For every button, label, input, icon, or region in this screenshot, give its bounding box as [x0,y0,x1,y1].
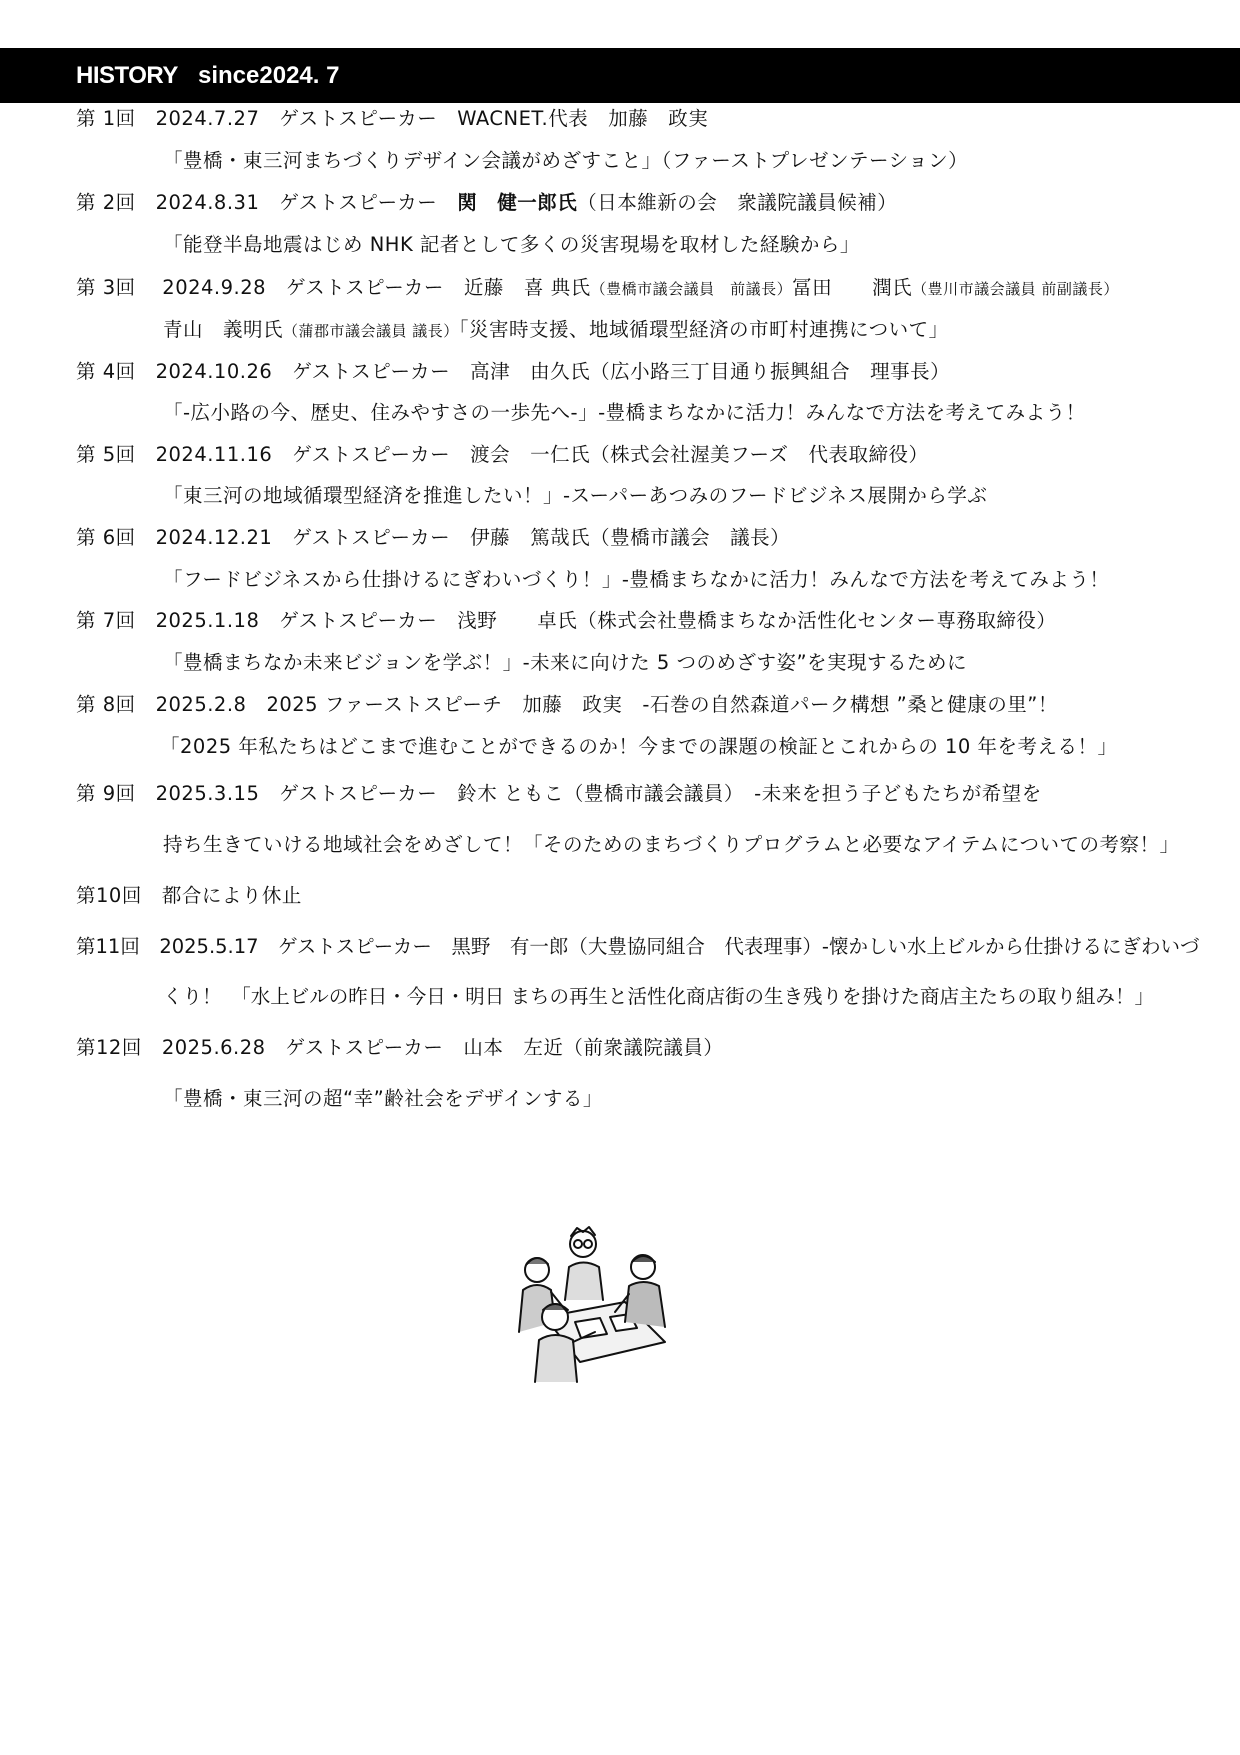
session-11-theme: くり！ 「水上ビルの昨日・今日・明日 まちの再生と活性化商店街の生き残りを掛けた商店主たちの取り組み！」 [163,985,1154,1008]
session-12-theme: 「豊橋・東三河の超“幸”齢社会をデザインする」 [163,1087,603,1110]
session-9-theme: 持ち生きていける地域社会をめざして！「そのためのまちづくりプログラムと必要なアイテムについての考察！」 [163,833,1180,856]
session-6-theme: 「フードビジネスから仕掛けるにぎわいづくり！」-豊橋まちなかに活力！みんなで方法を考えてみよう！ [163,568,1110,591]
history-title: HISTORY [76,62,178,89]
session-1-header: 第 1回 2024.7.27 ゲストスピーカー WACNET.代表 加藤 政実 [76,107,709,130]
session-4-theme: 「-広小路の今、歴史、住みやすさの一歩先へ-」-豊橋まちなかに活力！みんなで方法を考えてみよう！ [163,401,1086,424]
session-3-speaker-3: 青山 義明氏 [163,318,284,341]
session-9-header: 第 9回 2025.3.15 ゲストスピーカー 鈴木 ともこ（豊橋市議会議員） -未来を担う子どもたちが希望を [76,782,1042,805]
session-3-theme [163,315,949,346]
session-6-header: 第 6回 2024.12.21 ゲストスピーカー 伊藤 篤哉氏（豊橋市議会 議長） [76,526,791,549]
session-3-header-prefix: 第 3回 2024.9.28 ゲストスピーカー 近藤 喜 典氏 [76,276,591,299]
session-5-header: 第 5回 2024.11.16 ゲストスピーカー 渡会 一仁氏（株式会社渥美フーズ 代表取締役） [76,443,929,466]
session-5-theme: 「東三河の地域循環型経済を推進したい！」-スーパーあつみのフードビジネス展開から学ぶ [163,484,988,507]
session-2-speaker: 関 健一郎氏 [457,191,578,214]
session-2-affiliation: （日本維新の会 衆議院議員候補） [577,191,898,214]
session-1-theme: 「豊橋・東三河まちづくりデザイン会議がめざすこと」（ファーストプレゼンテーション） [163,149,969,172]
session-7-theme: 「豊橋まちなか未来ビジョンを学ぶ！」-未来に向けた 5 つのめざす姿”を実現するために [163,651,968,674]
session-3-affiliation-3: （蒲郡市議会議員 議長） [283,322,459,340]
session-7-header: 第 7回 2025.1.18 ゲストスピーカー 浅野 卓氏（株式会社豊橋まちなか活性化センター専務取締役） [76,609,1057,632]
session-8-header: 第 8回 2025.2.8 2025 ファーストスピーチ 加藤 政実 -石巻の自然森道パーク構想 ”桑と健康の里”！ [76,693,1058,716]
history-since-date: since2024. 7 [198,62,340,89]
session-4-header: 第 4回 2024.10.26 ゲストスピーカー 高津 由久氏（広小路三丁目通り振興組合 理事長） [76,360,951,383]
session-3-affiliation-1: （豊橋市議会議員 前議長） [590,280,793,298]
session-2-header [76,188,897,218]
session-8-theme: 「2025 年私たちはどこまで進むことができるのか！今までの課題の検証とこれからの 10 年を考える！」 [160,735,1118,758]
session-3-header [76,273,1119,304]
session-3-speaker-2: 冨田 潤氏 [792,276,913,299]
history-header-bar [0,48,1240,103]
session-10-header: 第10回 都合により休止 [76,884,302,907]
session-3-theme-text: 「災害時支援、地域循環型経済の市町村連携について」 [458,318,949,341]
session-12-header: 第12回 2025.6.28 ゲストスピーカー 山本 左近（前衆議院議員） [76,1036,724,1059]
session-2-theme: 「能登半島地震はじめ NHK 記者として多くの災害現場を取材した経験から」 [163,233,860,256]
session-2-header-prefix: 第 2回 2024.8.31 ゲストスピーカー [76,191,458,214]
session-3-affiliation-2: （豊川市議会議員 前副議長） [912,280,1119,298]
session-11-header: 第11回 2025.5.17 ゲストスピーカー 黒野 有一郎（大豊協同組合 代表理事）-懐かしい水上ビルから仕掛けるにぎわいづ [76,935,1200,958]
meeting-illustration [515,1222,675,1387]
